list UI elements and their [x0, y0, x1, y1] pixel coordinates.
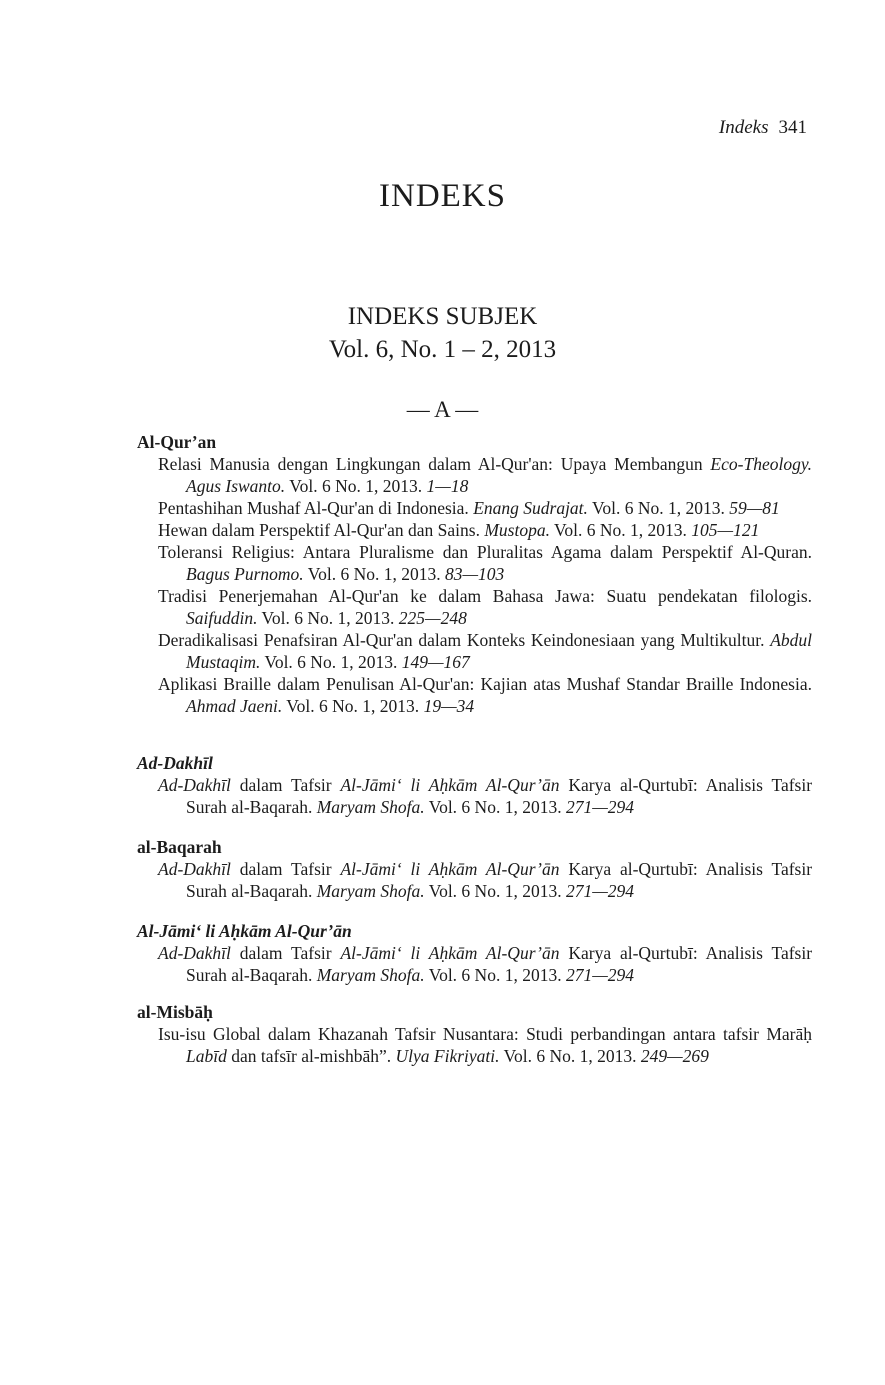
entry-title-italic: Labīd — [186, 1046, 227, 1066]
running-head-section: Indeks — [718, 117, 769, 138]
index-entry — [137, 942, 812, 986]
entry-author: Maryam Shofa. — [316, 965, 425, 985]
section-gap — [137, 717, 812, 752]
entry-pages: 19—34 — [423, 696, 475, 716]
entry-author: Abdul Mustaqim. — [186, 630, 813, 672]
entry-pages: 271—294 — [565, 881, 635, 901]
entry-title: dalam Tafsir — [239, 859, 332, 879]
entry-title: Tradisi Penerjemahan Al-Qur'an ke dalam Bahasa Jawa: Suatu pendekatan filologis. — [158, 586, 812, 606]
subtitle-line-1: INDEKS SUBJEK — [347, 303, 538, 330]
entry-title-italic: Al-Jāmi‘ li Aḥkām Al-Qur’ān — [340, 859, 560, 879]
subject-ad-dakhil — [137, 752, 812, 818]
subject-heading: al-Baqarah — [137, 837, 222, 857]
entry-title: dalam Tafsir — [239, 775, 332, 795]
entry-pages: 225—248 — [398, 608, 467, 628]
entry-title: Karya al-Qurtubī: Analisis Tafsir Surah al-Baqarah. — [186, 775, 813, 817]
entry-citation: Vol. 6 No. 1, 2013. — [428, 797, 562, 817]
entry-title: Aplikasi Braille dalam Penulisan Al-Qur'an: Kajian atas Mushaf Standar Braille Indonesia. — [158, 674, 812, 694]
entry-citation: Vol. 6 No. 1, 2013. — [591, 498, 725, 518]
entry-title-italic: Ad-Dakhīl — [158, 775, 231, 795]
index-entry — [137, 673, 812, 717]
entry-pages: 59—81 — [729, 498, 780, 518]
entry-author: Maryam Shofa. — [316, 797, 425, 817]
subject-heading: Ad-Dakhīl — [137, 753, 213, 773]
entry-citation: Vol. 6 No. 1, 2013. — [428, 881, 562, 901]
entry-title-italic: Al-Jāmi‘ li Aḥkām Al-Qur’ān — [340, 775, 560, 795]
entry-title-italic: Eco-Theology. — [710, 454, 812, 474]
subject-al-quran — [137, 431, 812, 717]
entry-pages: 271—294 — [565, 965, 635, 985]
entry-citation: Vol. 6 No. 1, 2013. — [264, 652, 398, 672]
index-entry — [137, 774, 812, 818]
entry-title: dalam Tafsir — [239, 943, 332, 963]
subtitle-line-2: Vol. 6, No. 1 – 2, 2013 — [328, 336, 557, 363]
page-number: 341 — [778, 117, 807, 138]
entry-citation: Vol. 6 No. 1, 2013. — [307, 564, 441, 584]
entry-title: Toleransi Religius: Antara Pluralisme dan Pluralitas Agama dalam Perspektif Al-Quran. — [158, 542, 812, 562]
entry-title: Karya al-Qurtubī: Analisis Tafsir Surah al-Baqarah. — [186, 859, 813, 901]
entry-title-italic: Al-Jāmi‘ li Aḥkām Al-Qur’ān — [340, 943, 560, 963]
index-entry — [137, 1023, 812, 1067]
subject-heading: Al-Qur’an — [137, 432, 217, 452]
index-entry — [137, 585, 812, 629]
section-gap — [137, 986, 812, 1001]
entry-pages: 105—121 — [691, 520, 760, 540]
subject-heading: al-Misbāḥ — [137, 1002, 213, 1022]
subject-al-misbah — [137, 1001, 812, 1067]
entry-author: Ahmad Jaeni. — [186, 696, 283, 716]
section-gap — [137, 902, 812, 920]
entry-citation: Vol. 6 No. 1, 2013. — [261, 608, 395, 628]
entry-title: dan tafsīr al-mishbāh”. — [231, 1046, 392, 1066]
entry-author: Agus Iswanto. — [186, 476, 286, 496]
index-entry — [137, 497, 812, 519]
page-title: INDEKS — [379, 178, 506, 214]
index-entry — [137, 453, 812, 497]
entry-citation: Vol. 6 No. 1, 2013. — [554, 520, 687, 540]
letter-divider: — A — — [406, 397, 479, 422]
section-gap — [137, 818, 812, 836]
entry-title-italic: Ad-Dakhīl — [158, 943, 231, 963]
index-entry — [137, 858, 812, 902]
entry-citation: Vol. 6 No. 1, 2013. — [503, 1046, 637, 1066]
entry-pages: 271—294 — [565, 797, 635, 817]
entry-author: Maryam Shofa. — [316, 881, 425, 901]
subtitle-block — [0, 300, 885, 366]
entry-author: Saifuddin. — [186, 608, 258, 628]
subject-index — [137, 431, 812, 1067]
entry-author: Mustopa. — [484, 520, 550, 540]
entry-author: Bagus Purnomo. — [186, 564, 304, 584]
entry-citation: Vol. 6 No. 1, 2013. — [289, 476, 423, 496]
entry-pages: 149—167 — [401, 652, 470, 672]
index-entry — [137, 519, 812, 541]
index-entry — [137, 629, 812, 673]
entry-pages: 1—18 — [426, 476, 469, 496]
running-head — [719, 116, 807, 140]
entry-title: Karya al-Qurtubī: Analisis Tafsir Surah al-Baqarah. — [186, 943, 813, 985]
entry-title: Pentashihan Mushaf Al-Qur'an di Indonesia. — [158, 498, 469, 518]
entry-citation: Vol. 6 No. 1, 2013. — [286, 696, 420, 716]
entry-title-italic: Ad-Dakhīl — [158, 859, 231, 879]
entry-author: Ulya Fikriyati. — [395, 1046, 500, 1066]
entry-title: Deradikalisasi Penafsiran Al-Qur'an dalam Konteks Keindonesiaan yang Multikultur. — [158, 630, 765, 650]
entry-title: Relasi Manusia dengan Lingkungan dalam Al-Qur'an: Upaya Membangun — [158, 454, 703, 474]
entry-pages: 249—269 — [640, 1046, 709, 1066]
subject-al-baqarah — [137, 836, 812, 902]
entry-title: Hewan dalam Perspektif Al-Qur'an dan Sains. — [158, 520, 480, 540]
entry-citation: Vol. 6 No. 1, 2013. — [428, 965, 562, 985]
entry-author: Enang Sudrajat. — [473, 498, 588, 518]
subject-al-jami — [137, 920, 812, 986]
index-entry — [137, 541, 812, 585]
entry-title: Isu-isu Global dalam Khazanah Tafsir Nusantara: Studi perbandingan antara tafsir Marāḥ — [158, 1024, 812, 1044]
entry-pages: 83—103 — [444, 564, 505, 584]
subject-heading: Al-Jāmi‘ li Aḥkām Al-Qur’ān — [137, 921, 352, 941]
